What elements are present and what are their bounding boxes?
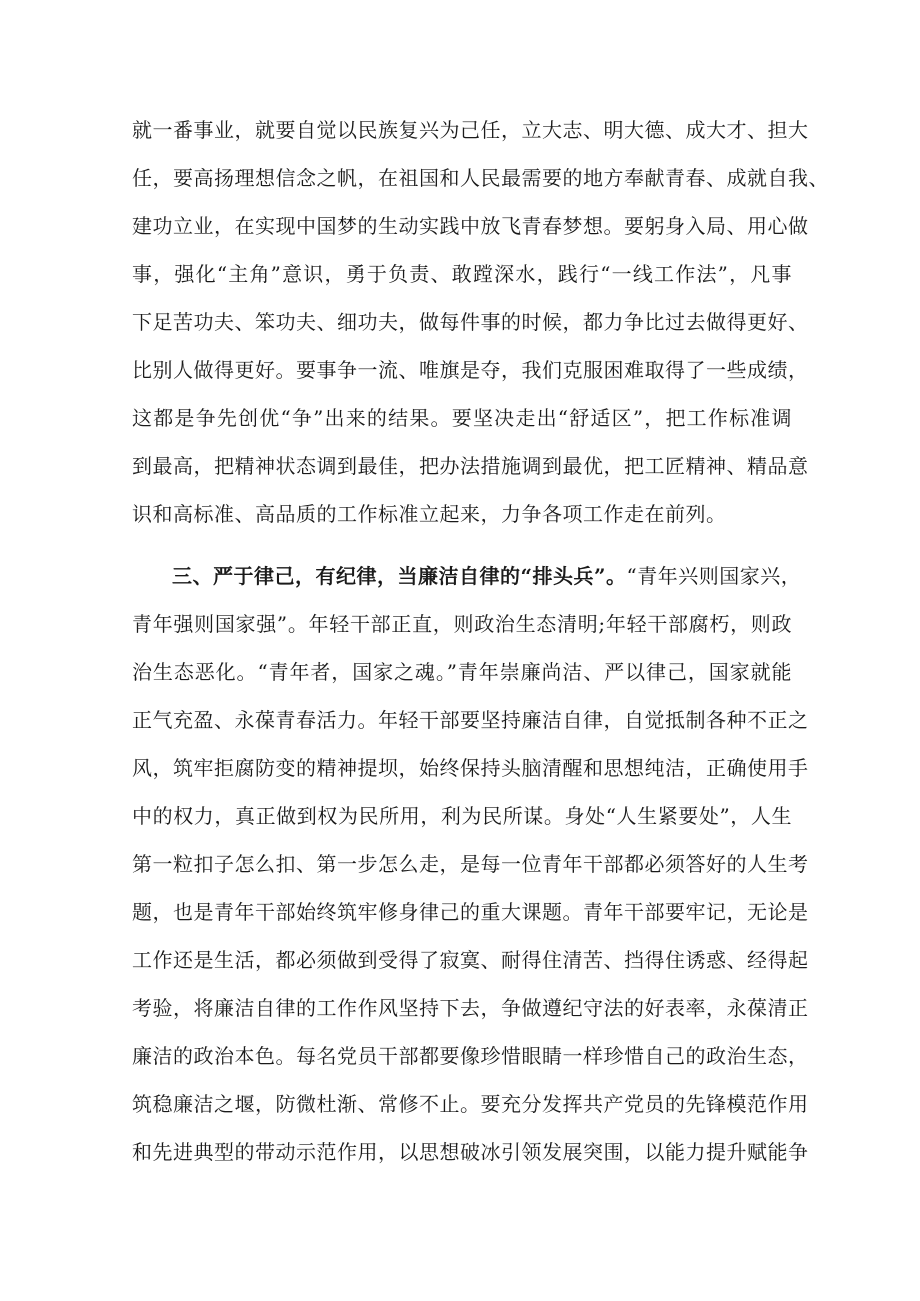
paragraph-line: 就一番事业，就要自觉以民族复兴为己任，立大志、明大德、成大才、担大	[132, 118, 809, 142]
paragraph-line: 到最高，把精神状态调到最佳，把办法措施调到最优，把工匠精神、精品意	[132, 454, 809, 478]
paragraph-line: 识和高标准、高品质的工作标准立起来，力争各项工作走在前列。	[132, 502, 727, 526]
paragraph-line: 中的权力，真正做到权为民所用，利为民所谋。身处“人生紧要处”，人生	[132, 804, 792, 828]
section-heading: 三、严于律己，有纪律，当廉洁自律的“排头兵”。	[172, 564, 627, 588]
paragraph-line: 工作还是生活，都必须做到受得了寂寞、耐得住清苦、挡得住诱惑、经得起	[132, 948, 809, 972]
paragraph-line: 风，筑牢拒腐防变的精神提坝，始终保持头脑清醒和思想纯洁，正确使用手	[132, 756, 809, 780]
paragraph-line: 筑稳廉洁之堰，防微杜渐、常修不止。要充分发挥共产党员的先锋模范作用	[132, 1092, 809, 1116]
paragraph-line: 事，强化“主角”意识，勇于负责、敢蹚深水，践行“一线工作法”，凡事	[132, 262, 792, 286]
paragraph-line: 青年强则国家强”。年轻干部正直，则政治生态清明;年轻干部腐朽，则政	[132, 612, 792, 636]
paragraph-line: 治生态恶化。“青年者，国家之魂。”青年崇廉尚洁、严以律己，国家就能	[132, 660, 792, 684]
paragraph-line: 建功立业，在实现中国梦的生动实践中放飞青春梦想。要躬身入局、用心做	[132, 214, 809, 238]
paragraph-line: 下足苦功夫、笨功夫、细功夫，做每件事的时候，都力争比过去做得更好、	[132, 310, 809, 334]
paragraph-line: 正气充盈、永葆青春活力。年轻干部要坚持廉洁自律，自觉抵制各种不正之	[132, 708, 809, 732]
paragraph-line: 廉洁的政治本色。每名党员干部都要像珍惜眼睛一样珍惜自己的政治生态，	[132, 1044, 809, 1068]
paragraph-line: 第一粒扣子怎么扣、第一步怎么走，是每一位青年干部都必须答好的人生考	[132, 852, 809, 876]
paragraph-line: 题，也是青年干部始终筑牢修身律己的重大课题。青年干部要牢记，无论是	[132, 900, 809, 924]
section-heading-line	[172, 564, 802, 588]
paragraph-line: 这都是争先创优“争”出来的结果。要坚决走出“舒适区”，把工作标准调	[132, 406, 792, 430]
paragraph-line: 比别人做得更好。要事争一流、唯旗是夺，我们克服困难取得了一些成绩，	[132, 358, 809, 382]
section-heading-rest: “青年兴则国家兴，	[626, 564, 802, 588]
paragraph-line: 任，要高扬理想信念之帆，在祖国和人民最需要的地方奉献青春、成就自我、	[132, 166, 829, 190]
paragraph-line: 和先进典型的带动示范作用，以思想破冰引领发展突围，以能力提升赋能争	[132, 1140, 809, 1164]
paragraph-line: 考验，将廉洁自律的工作作风坚持下去，争做遵纪守法的好表率，永葆清正	[132, 996, 809, 1020]
